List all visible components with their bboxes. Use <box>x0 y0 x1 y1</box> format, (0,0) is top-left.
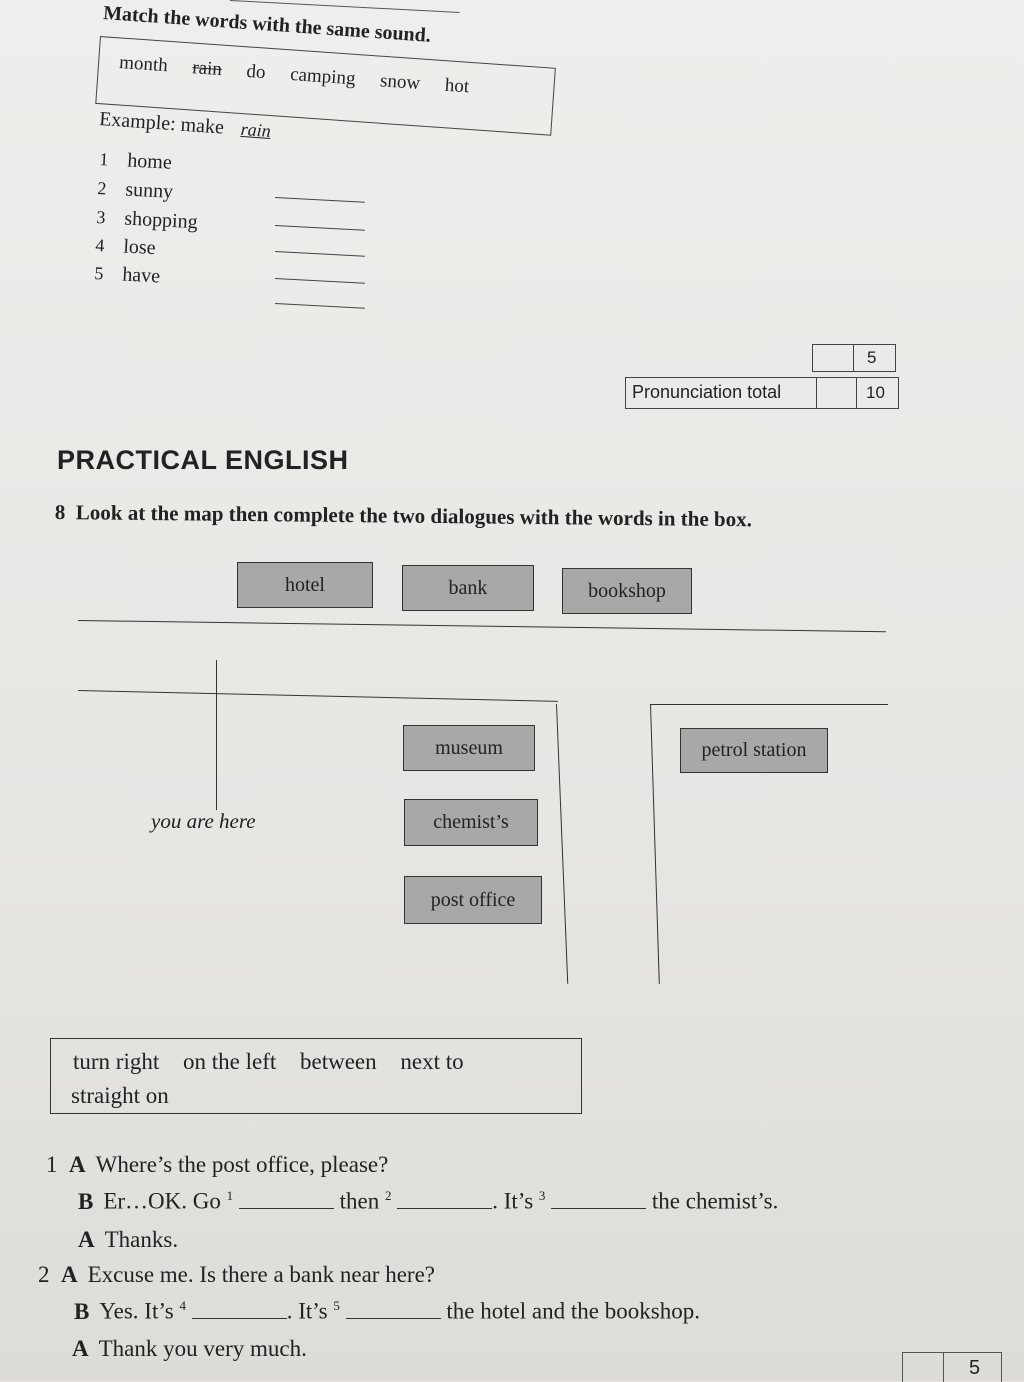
example-label: Example: make <box>98 108 225 139</box>
map-building-museum: museum <box>403 725 535 771</box>
item-7-3: 3 shopping <box>95 206 199 234</box>
dialogue-1-line-b: B Er…OK. Go $^1$ then $^2$ . It’s $^3$ the chemist’s. <box>78 1188 779 1214</box>
map-building-bookshop: bookshop <box>562 568 692 614</box>
map-building-chemists: chemist’s <box>404 799 538 846</box>
box-word: hot <box>444 74 470 98</box>
map-building-petrol-station: petrol station <box>680 728 828 773</box>
top-rule <box>230 0 460 13</box>
score-box-8 <box>902 1352 1002 1382</box>
box-word: do <box>245 60 267 84</box>
you-are-here-label: you are here <box>151 809 256 833</box>
box-word: snow <box>379 70 421 94</box>
dialogue-2-line-b: B Yes. It’s $^4$ . It’s $^5$ the hotel and the bookshop. <box>74 1298 700 1324</box>
item-7-1: 1 home <box>98 148 173 174</box>
answer-gap-4[interactable] <box>192 1300 287 1319</box>
box-word: camping <box>289 63 357 90</box>
item-7-2: 2 sunny <box>96 177 174 203</box>
map-road-lower-edge-right <box>650 704 888 705</box>
dialogue-1-line-a: 1 A Where’s the post office, please? <box>46 1152 389 1177</box>
box-word: turn right <box>73 1049 160 1074</box>
dialogue-2-line-a: 2 A Excuse me. Is there a bank near here? <box>38 1262 435 1287</box>
map-road-lower-edge-left <box>78 690 558 702</box>
score-value: 5 <box>969 1357 981 1379</box>
section-heading: PRACTICAL ENGLISH <box>57 445 349 475</box>
answer-blank[interactable] <box>275 251 365 257</box>
box-word: straight on <box>71 1083 169 1108</box>
pronunciation-total-value: 10 <box>866 383 885 402</box>
dialogue-2-line-a2: A Thank you very much. <box>72 1336 307 1361</box>
dialogue-1-line-a2: A Thanks. <box>78 1227 179 1252</box>
answer-gap-1[interactable] <box>239 1190 334 1209</box>
map-side-road-right <box>650 704 660 984</box>
answer-blank[interactable] <box>275 225 365 231</box>
map-road-top-edge <box>78 620 886 632</box>
answer-gap-3[interactable] <box>551 1190 646 1209</box>
box-word: next to <box>400 1049 464 1074</box>
map-building-bank: bank <box>402 565 534 611</box>
answer-gap-5[interactable] <box>346 1300 441 1319</box>
map-side-road-left <box>556 704 568 984</box>
box-word-crossed: rain <box>191 57 223 81</box>
box-word: month <box>118 52 169 77</box>
pronunciation-total-label: Pronunciation total <box>632 382 782 402</box>
answer-blank[interactable] <box>275 303 365 309</box>
score-box-7 <box>812 344 896 372</box>
word-box-8 <box>50 1038 582 1114</box>
item-7-5: 5 have <box>93 262 161 288</box>
map-building-hotel: hotel <box>237 562 373 608</box>
pronunciation-total-box <box>625 377 899 409</box>
exercise-7-title: Match the words with the same sound. <box>102 2 432 47</box>
exercise-8-instruction: 8 Look at the map then complete the two dialogues with the words in the box. <box>54 500 753 532</box>
item-7-4: 4 lose <box>94 234 157 260</box>
score-value: 5 <box>867 348 877 367</box>
box-word: on the left <box>183 1049 277 1074</box>
answer-blank[interactable] <box>275 197 365 203</box>
answer-gap-2[interactable] <box>397 1190 492 1209</box>
box-word: between <box>300 1049 377 1074</box>
answer-blank[interactable] <box>275 278 365 284</box>
example-answer: rain <box>240 118 272 141</box>
map-building-post-office: post office <box>404 876 542 924</box>
map-marker-line <box>216 660 217 810</box>
